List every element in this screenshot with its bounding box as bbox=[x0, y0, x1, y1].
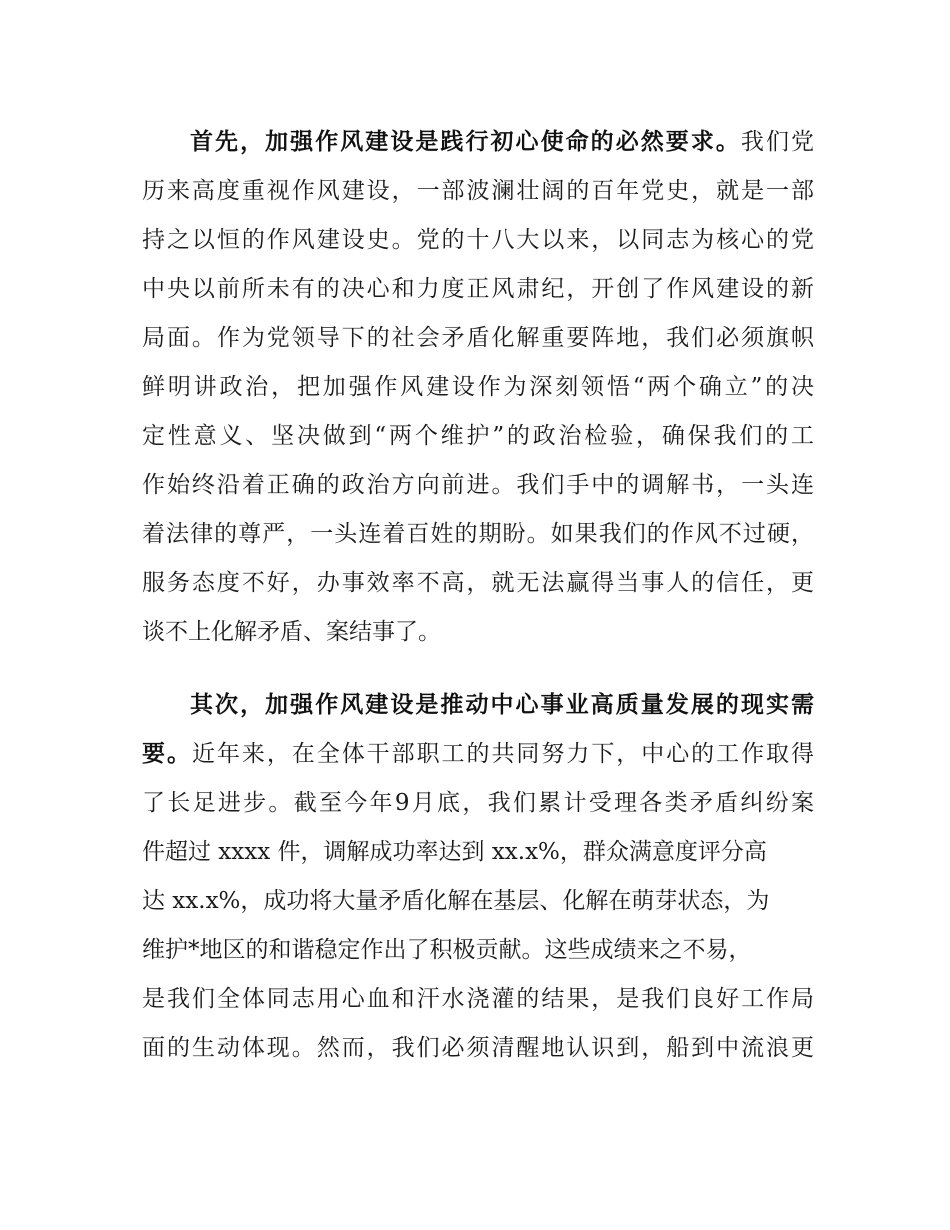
p2-line-5: 达 xx.x%，成功将大量矛盾化解在基层、化解在萌芽状态，为 bbox=[142, 888, 770, 914]
p1-line-2: 历来高度重视作风建设，一部波澜壮阔的百年党史，就是一部 bbox=[142, 178, 814, 204]
p2-line-1 bbox=[142, 684, 814, 726]
p1-line-11: 谈不上化解矛盾、案结事了。 bbox=[142, 619, 441, 645]
p1-heading: 首先，加强作风建设是践行初心使命的必然要求。 bbox=[190, 129, 741, 155]
p1-line-1-text: 我们党 bbox=[740, 129, 815, 155]
p1-line-1 bbox=[142, 121, 814, 163]
p2-heading: 其次，加强作风建设是推动中心事业高质量发展的现实需 bbox=[190, 692, 814, 718]
p2-heading-end: 要。 bbox=[142, 741, 192, 767]
p1-line-10: 服务态度不好，办事效率不高，就无法赢得当事人的信任，更 bbox=[142, 570, 814, 596]
p2-line-6: 维护*地区的和谐稳定作出了积极贡献。这些成绩来之不易， bbox=[142, 937, 752, 963]
p2-line-2 bbox=[142, 733, 814, 775]
p1-line-8: 作始终沿着正确的政治方向前进。我们手中的调解书，一头连 bbox=[142, 472, 814, 498]
p2-line-8: 面的生动体现。然而，我们必须清醒地认识到，船到中流浪更 bbox=[142, 1035, 814, 1061]
p2-line-4: 件超过 xxxx 件，调解成功率达到 xx.x%，群众满意度评分高 bbox=[142, 839, 767, 865]
p1-line-3: 持之以恒的作风建设史。党的十八大以来，以同志为核心的党 bbox=[142, 227, 814, 253]
p1-line-4: 中央以前所未有的决心和力度正风肃纪，开创了作风建设的新 bbox=[142, 276, 814, 302]
p2-line-2-text: 近年来，在全体干部职工的共同努力下，中心的工作取得 bbox=[191, 741, 815, 767]
p1-line-6: 鲜明讲政治，把加强作风建设作为深刻领悟“两个确立”的决 bbox=[142, 374, 814, 400]
p2-line-7: 是我们全体同志用心血和汗水浇灌的结果，是我们良好工作局 bbox=[142, 986, 814, 1012]
p1-line-9: 着法律的尊严，一头连着百姓的期盼。如果我们的作风不过硬， bbox=[142, 521, 814, 547]
p2-line-3: 了长足进步。截至今年9月底，我们累计受理各类矛盾纠纷案 bbox=[142, 790, 814, 816]
p1-line-5: 局面。作为党领导下的社会矛盾化解重要阵地，我们必须旗帜 bbox=[142, 325, 814, 351]
p1-line-7: 定性意义、坚决做到“两个维护”的政治检验，确保我们的工 bbox=[142, 423, 814, 449]
